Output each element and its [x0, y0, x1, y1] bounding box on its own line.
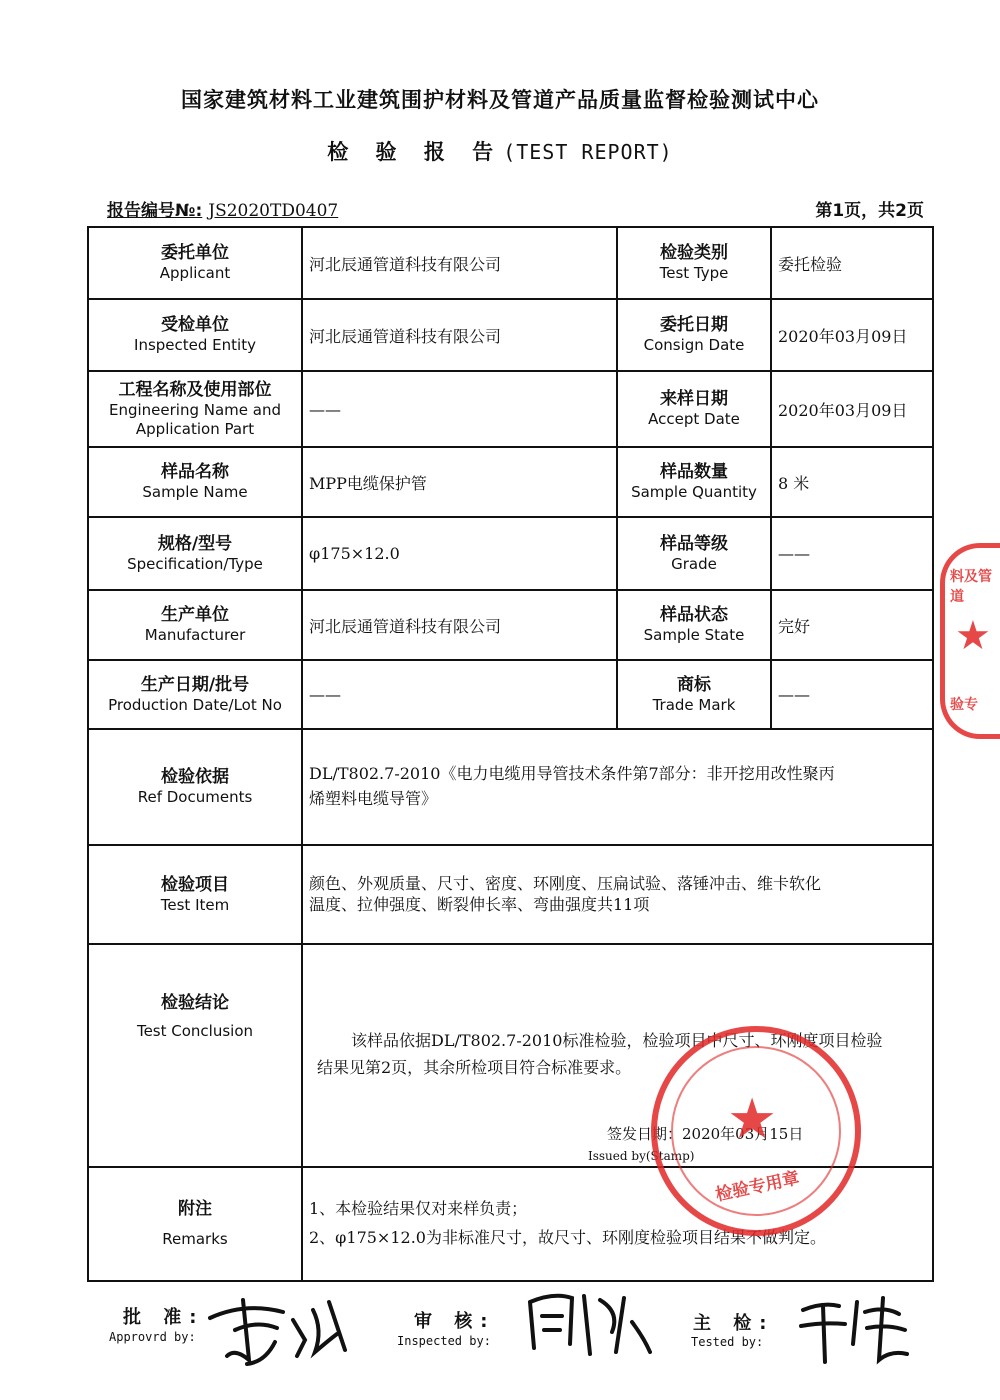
sample-name-label [88, 447, 302, 517]
label-en: Test Conclusion [136, 1022, 254, 1041]
table-row [88, 227, 933, 299]
sample-state-value: 完好 [771, 590, 933, 660]
table-row [88, 517, 933, 590]
report-title [0, 136, 1000, 166]
remark-line: 2、φ175×12.0为非标准尺寸，故尺寸、环刚度检验项目结果不做判定。 [309, 1228, 826, 1247]
table-row [88, 371, 933, 447]
stamp-text: 检验专用章 [713, 1168, 802, 1206]
label-cn: 委托日期 [660, 315, 728, 335]
ref-documents-value [302, 729, 933, 845]
label-cn: 样品等级 [660, 533, 728, 554]
star-icon: ★ [727, 1087, 778, 1152]
applicant-value: 河北辰通管道科技有限公司 [302, 227, 617, 299]
approver-signature [205, 1290, 365, 1370]
test-type-value: 委托检验 [771, 227, 933, 299]
approved-label: 批 准: [123, 1307, 205, 1328]
remarks-label [88, 1167, 302, 1281]
label-cn: 样品状态 [660, 605, 728, 625]
label-en: Consign Date [643, 336, 745, 355]
table-row [88, 447, 933, 517]
label-en: Remarks [162, 1230, 228, 1249]
label-cn: 样品数量 [660, 462, 728, 482]
inspected-label: 审 核: [414, 1311, 496, 1332]
engineering-label [88, 371, 302, 447]
label-cn: 受检单位 [161, 315, 229, 335]
text-line: 烯塑料电缆导管》 [309, 789, 438, 808]
label-en: Engineering Name and [108, 400, 281, 419]
label-cn: 生产日期/批号 [140, 674, 250, 695]
tester-signature [795, 1288, 915, 1368]
table-row [88, 299, 933, 371]
label-cn: 工程名称及使用部位 [118, 379, 272, 400]
report-title-cn: 检 验 报 告 [327, 140, 504, 164]
test-item-label [88, 845, 302, 944]
report-title-en: (TEST REPORT) [503, 140, 673, 164]
edge-stamp-top-text: 料及管道 [950, 569, 992, 605]
label-en: Sample State [643, 626, 745, 645]
label-en: Applicant [159, 264, 231, 283]
label-cn: 商标 [677, 674, 711, 695]
inspected-entity-label [88, 299, 302, 371]
issued-date: 签发日期：2020年03月15日 [607, 1125, 804, 1143]
inspected-label-en: Inspected by: [397, 1334, 491, 1348]
consign-date-value: 2020年03月09日 [771, 299, 933, 371]
edge-stamp [940, 543, 1000, 739]
grade-label [617, 517, 771, 590]
label-cn: 附注 [178, 1199, 212, 1219]
sample-state-label [617, 590, 771, 660]
table-row [88, 660, 933, 729]
engineering-value: —— [302, 371, 617, 447]
spec-label [88, 517, 302, 590]
manufacturer-label [88, 590, 302, 660]
report-number [107, 196, 338, 221]
label-en: Application Part [135, 419, 255, 438]
sample-quantity-label [617, 447, 771, 517]
trade-mark-label [617, 660, 771, 729]
label-en: Test Type [659, 264, 729, 283]
sample-quantity-value: 8 米 [771, 447, 933, 517]
grade-value: —— [771, 517, 933, 590]
label-en: Manufacturer [144, 626, 246, 645]
production-date-label [88, 660, 302, 729]
label-cn: 委托单位 [161, 243, 229, 263]
accept-date-label [617, 371, 771, 447]
spec-value: φ175×12.0 [302, 517, 617, 590]
approved-label-en: Approvrd by: [109, 1330, 196, 1344]
table-row [88, 590, 933, 660]
label-cn: 检验结论 [161, 993, 229, 1013]
report-number-value: JS2020TD0407 [208, 201, 339, 221]
label-en: Accept Date [648, 410, 740, 429]
label-en: Specification/Type [127, 554, 263, 573]
manufacturer-value: 河北辰通管道科技有限公司 [302, 590, 617, 660]
official-stamp [651, 1026, 861, 1236]
tested-label: 主 检: [693, 1313, 775, 1334]
text-line: 温度、拉伸强度、断裂伸长率、弯曲强度共11项 [309, 894, 650, 914]
label-en: Production Date/Lot No [108, 695, 282, 714]
test-type-label [617, 227, 771, 299]
label-en: Sample Name [142, 483, 248, 502]
inspector-signature [520, 1282, 660, 1368]
conclusion-label [88, 944, 302, 1167]
trade-mark-value: —— [771, 660, 933, 729]
applicant-label [88, 227, 302, 299]
label-en: Sample Quantity [631, 483, 757, 502]
label-cn: 检验项目 [161, 874, 229, 895]
sample-name-value: MPP电缆保护管 [302, 447, 617, 517]
label-cn: 检验依据 [161, 767, 229, 787]
text-line: 颜色、外观质量、尺寸、密度、环刚度、压扁试验、落锤冲击、维卡软化 [309, 873, 822, 893]
conclusion-text: 该样品依据DL/T802.7-2010标准检验，检验项目中尺寸、环刚度项目检验结果见第2页，其余所检项目符合标准要求。 [317, 1031, 883, 1078]
edge-stamp-bottom-text: 验专 [950, 697, 978, 713]
accept-date-value: 2020年03月09日 [771, 371, 933, 447]
label-cn: 样品名称 [161, 462, 229, 482]
test-item-value [302, 845, 933, 944]
label-cn: 来样日期 [660, 389, 728, 409]
label-en: Grade [671, 554, 717, 573]
label-cn: 检验类别 [660, 243, 728, 263]
consign-date-label [617, 299, 771, 371]
tested-label-en: Tested by: [691, 1335, 764, 1349]
label-en: Trade Mark [652, 695, 736, 714]
label-en: Test Item [160, 895, 230, 914]
org-title: 国家建筑材料工业建筑围护材料及管道产品质量监督检验测试中心 [181, 88, 819, 112]
text-line: DL/T802.7-2010《电力电缆用导管技术条件第7部分：非开挖用改性聚丙 [309, 764, 835, 784]
label-cn: 规格/型号 [157, 533, 233, 554]
page-info: 第1页，共2页 [815, 201, 924, 221]
label-en: Inspected Entity [134, 336, 256, 355]
remark-line: 1、本检验结果仅对来样负责； [309, 1199, 528, 1219]
inspected-entity-value: 河北辰通管道科技有限公司 [302, 299, 617, 371]
report-number-label: 报告编号№: [107, 201, 203, 221]
ref-documents-label [88, 729, 302, 845]
issued-by-label: Issued by(Stamp) [588, 1149, 695, 1163]
table-row [88, 729, 933, 845]
label-en: Ref Documents [137, 788, 253, 807]
production-date-value: —— [302, 660, 617, 729]
star-icon: ★ [955, 613, 991, 659]
label-cn: 生产单位 [161, 605, 229, 625]
table-row [88, 845, 933, 944]
